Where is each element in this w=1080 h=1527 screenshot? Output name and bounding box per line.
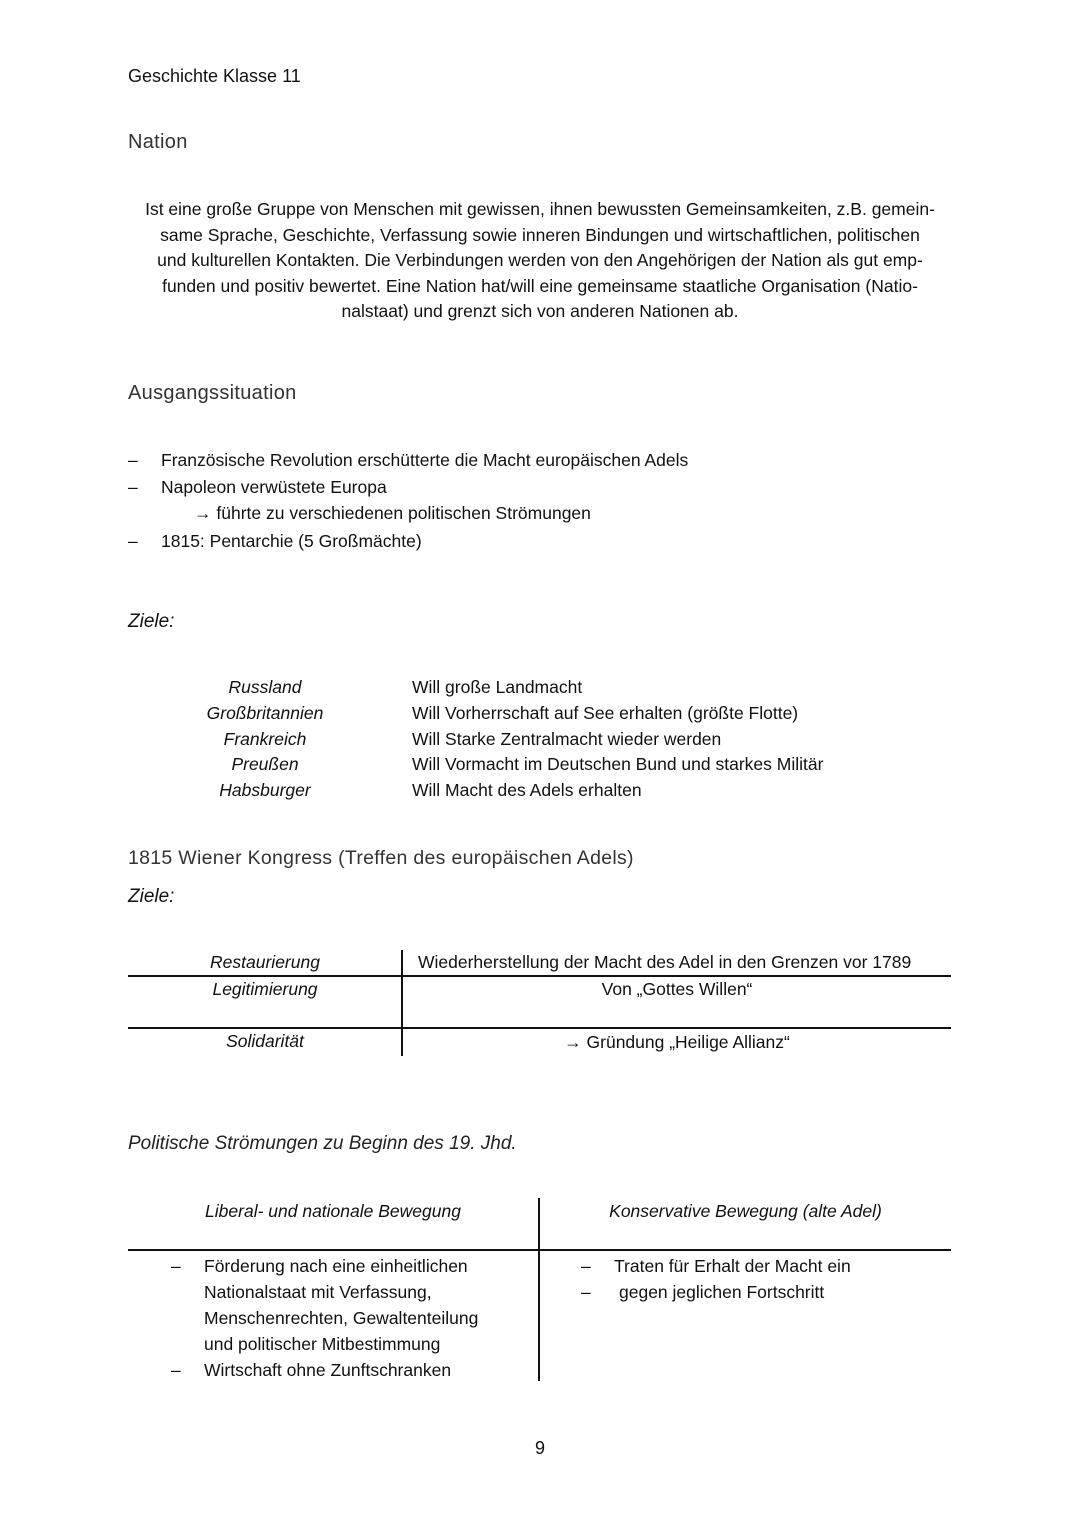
- bullet-dash: –: [128, 531, 138, 551]
- table-term: Legitimierung: [212, 979, 318, 999]
- list-item: gegen jeglichen Fortschritt: [619, 1282, 825, 1302]
- ziele-heading: Ziele:: [128, 886, 175, 907]
- table-description: Von „Gottes Willen“: [601, 979, 753, 999]
- bullet-dash: –: [581, 1282, 591, 1302]
- definition-line: funden und positiv bewertet. Eine Nation hat/will eine gemeinsame staatliche Organisation (Natio-: [162, 275, 918, 296]
- table-rule: [128, 975, 951, 977]
- list-item: Französische Revolution erschütterte die Macht europäischen Adels: [161, 450, 689, 470]
- bullet-dash: –: [128, 450, 138, 470]
- bullet-dash: –: [128, 477, 138, 497]
- definition-line: und kulturellen Kontakten. Die Verbindungen werden von den Angehörigen der Nation als gut emp-: [157, 250, 923, 270]
- list-item: Wirtschaft ohne Zunftschranken: [204, 1360, 452, 1380]
- table-divider: [538, 1198, 540, 1381]
- country-name: Habsburger: [219, 780, 311, 800]
- table-term: Restaurierung: [210, 952, 320, 972]
- bullet-dash: –: [171, 1360, 181, 1380]
- list-item-line: Menschenrechten, Gewaltenteilung: [204, 1308, 479, 1328]
- definition-line: same Sprache, Geschichte, Verfassung sowie inneren Bindungen und wirtschaftlichen, politischen: [160, 224, 920, 245]
- table-rule: [128, 1249, 951, 1251]
- page-number: 9: [534, 1438, 545, 1458]
- country-name: Großbritannien: [206, 703, 324, 723]
- list-item: [204, 1253, 478, 1357]
- country-goal: Will Macht des Adels erhalten: [412, 780, 642, 800]
- ziele-heading: Ziele:: [128, 611, 175, 632]
- table-description: → Gründung „Heilige Allianz“: [564, 1032, 790, 1052]
- definition-line: nalstaat) und grenzt sich von anderen Nationen ab.: [341, 301, 739, 321]
- section-heading-nation: Nation: [128, 131, 188, 153]
- list-item-line: und politischer Mitbestimmung: [204, 1334, 441, 1354]
- column-header-liberal: Liberal- und nationale Bewegung: [205, 1201, 461, 1221]
- bullet-dash: –: [171, 1256, 181, 1276]
- country-name: Preußen: [231, 754, 299, 774]
- list-item-line: Förderung nach eine einheitlichen: [204, 1256, 468, 1276]
- column-header-konservativ: Konservative Bewegung (alte Adel): [609, 1201, 882, 1221]
- country-name: Russland: [228, 677, 302, 697]
- document-header: Geschichte Klasse 11: [128, 66, 301, 86]
- bullet-dash: –: [581, 1256, 591, 1276]
- list-item: 1815: Pentarchie (5 Großmächte): [161, 531, 422, 551]
- section-heading-stroemungen: Politische Strömungen zu Beginn des 19. Jhd.: [128, 1133, 517, 1154]
- section-heading-kongress: 1815 Wiener Kongress (Treffen des europäischen Adels): [128, 847, 634, 869]
- table-term: Solidarität: [226, 1031, 304, 1051]
- country-goal: Will Vormacht im Deutschen Bund und starkes Militär: [412, 754, 824, 774]
- list-subitem: → führte zu verschiedenen politischen Strömungen: [194, 503, 591, 523]
- definition-line: Ist eine große Gruppe von Menschen mit gewissen, ihnen bewussten Gemeinsamkeiten, z.B. gemein-: [145, 199, 935, 219]
- table-description: Wiederherstellung der Macht des Adel in den Grenzen vor 1789: [418, 952, 912, 972]
- section-heading-ausgangssituation: Ausgangssituation: [128, 382, 297, 404]
- list-item: Napoleon verwüstete Europa: [161, 477, 387, 497]
- country-goal: Will große Landmacht: [412, 677, 583, 697]
- country-name: Frankreich: [223, 729, 307, 749]
- table-rule: [128, 1027, 951, 1029]
- country-goal: Will Vorherrschaft auf See erhalten (größte Flotte): [412, 703, 799, 723]
- nation-definition: [128, 197, 952, 325]
- list-item: Traten für Erhalt der Macht ein: [614, 1256, 851, 1276]
- country-goal: Will Starke Zentralmacht wieder werden: [412, 729, 722, 749]
- list-item-line: Nationalstaat mit Verfassung,: [204, 1282, 432, 1302]
